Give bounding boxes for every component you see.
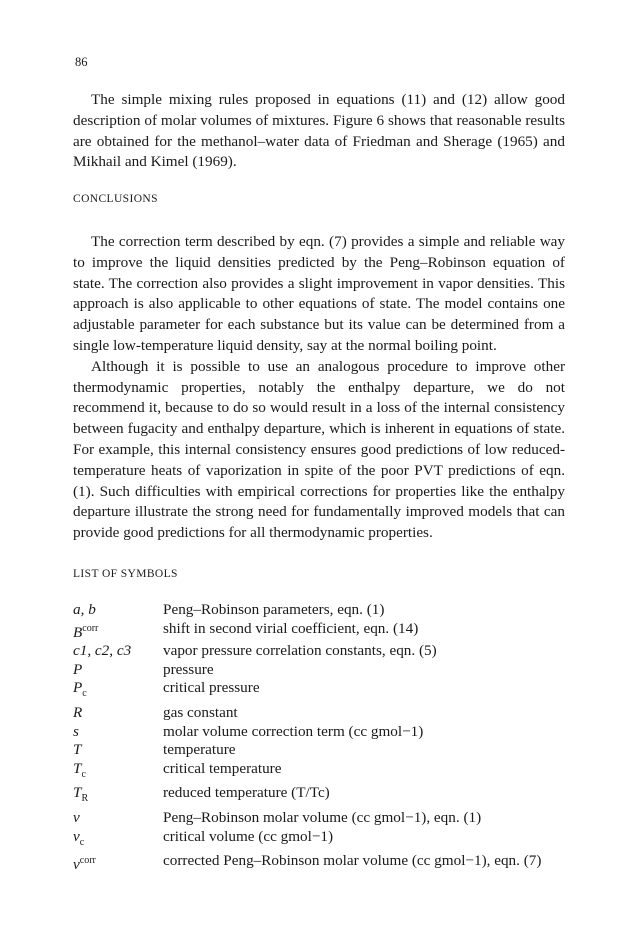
symbols-list [73,601,541,875]
symbol-definition: critical pressure [163,679,260,697]
symbol-row [73,760,541,785]
intro-paragraph-text: The simple mixing rules proposed in equations (11) and (12) allow good description of molar volumes of mixtures. Figure 6 shows that reasonable results are obtained for the methanol–water data of Friedman and Sherage (1965) and Mikhail and Kimel (1969). [73,91,565,171]
symbol-definition: Peng–Robinson molar volume (cc gmol−1), eqn. (1) [163,809,482,827]
symbol-definition: corrected Peng–Robinson molar volume (cc gmol−1), eqn. (7) [163,852,542,870]
symbol-term: $v^{corr}$ [73,855,96,874]
conclusions-paragraph-1: The correction term described by eqn. (7) provides a simple and reliable way to improve the liquid densities predicted by the Peng–Robinson equation of state. The correction also provides a slight improvement in vapor densities. This approach is also applicable to other equations of state. The model contains one adjustable parameter for each substance but its value can be determined from a single low-temperature liquid density, say at the normal boiling point. [73,233,565,354]
symbol-term: R [73,704,83,722]
symbols-heading: LIST OF SYMBOLS [73,568,178,580]
page-number: 86 [75,55,88,69]
symbol-row [73,784,541,809]
symbol-term: $B^{corr}$ [73,622,99,641]
symbol-row [73,852,541,875]
symbol-definition: molar volume correction term (cc gmol−1) [163,722,424,740]
symbol-term: T [73,741,82,759]
symbol-row [73,741,541,760]
symbol-definition: shift in second virial coefficient, eqn. (14) [163,619,419,637]
conclusions-section [73,232,565,544]
symbol-row [73,679,541,704]
symbol-row [73,620,541,643]
symbol-term: $v_c$ [73,827,85,848]
symbol-row [73,704,541,723]
symbol-row [73,723,541,742]
symbol-term: c1, c2, c3 [73,642,132,660]
symbol-definition: critical temperature [163,759,282,777]
symbol-definition: critical volume (cc gmol−1) [163,827,334,845]
symbol-term: a, b [73,601,96,618]
symbol-row [73,809,541,828]
symbol-definition: Peng–Robinson parameters, eqn. (1) [163,601,385,618]
symbol-row [73,601,541,620]
symbol-definition: reduced temperature (T/Tc) [163,784,330,802]
conclusions-heading: CONCLUSIONS [73,193,158,205]
symbol-row [73,642,541,661]
symbol-definition: temperature [163,741,236,759]
symbol-term: s [73,722,79,740]
intro-paragraph [73,90,565,173]
symbol-definition: gas constant [163,704,238,722]
symbol-term: $P_c$ [73,679,87,700]
conclusions-paragraph-2: Although it is possible to use an analogous procedure to improve other thermodynamic properties, notably the enthalpy departure, we do not recommend it, because to do so would result in a loss of the internal consistency between fugacity and enthalpy departure, which is inherent in equations of state. For example, this internal consistency ensures good predictions of low reduced-temperature heats of vaporization in spite of the poor PVT predictions of eqn. (1). Such difficulties with empirical corrections for properties like the enthalpy departure illustrate the strong need for fundamentally improved models that can provide good predictions for all thermodynamic properties. [73,357,565,542]
symbol-row [73,661,541,680]
symbol-definition: pressure [163,660,214,678]
symbol-definition: vapor pressure correlation constants, eqn. (5) [163,642,437,660]
symbol-row [73,828,541,853]
symbol-term: $T_c$ [73,759,86,780]
symbol-term: v [73,809,80,827]
symbol-term: $T_R$ [73,784,89,805]
symbol-term: P [73,660,83,678]
